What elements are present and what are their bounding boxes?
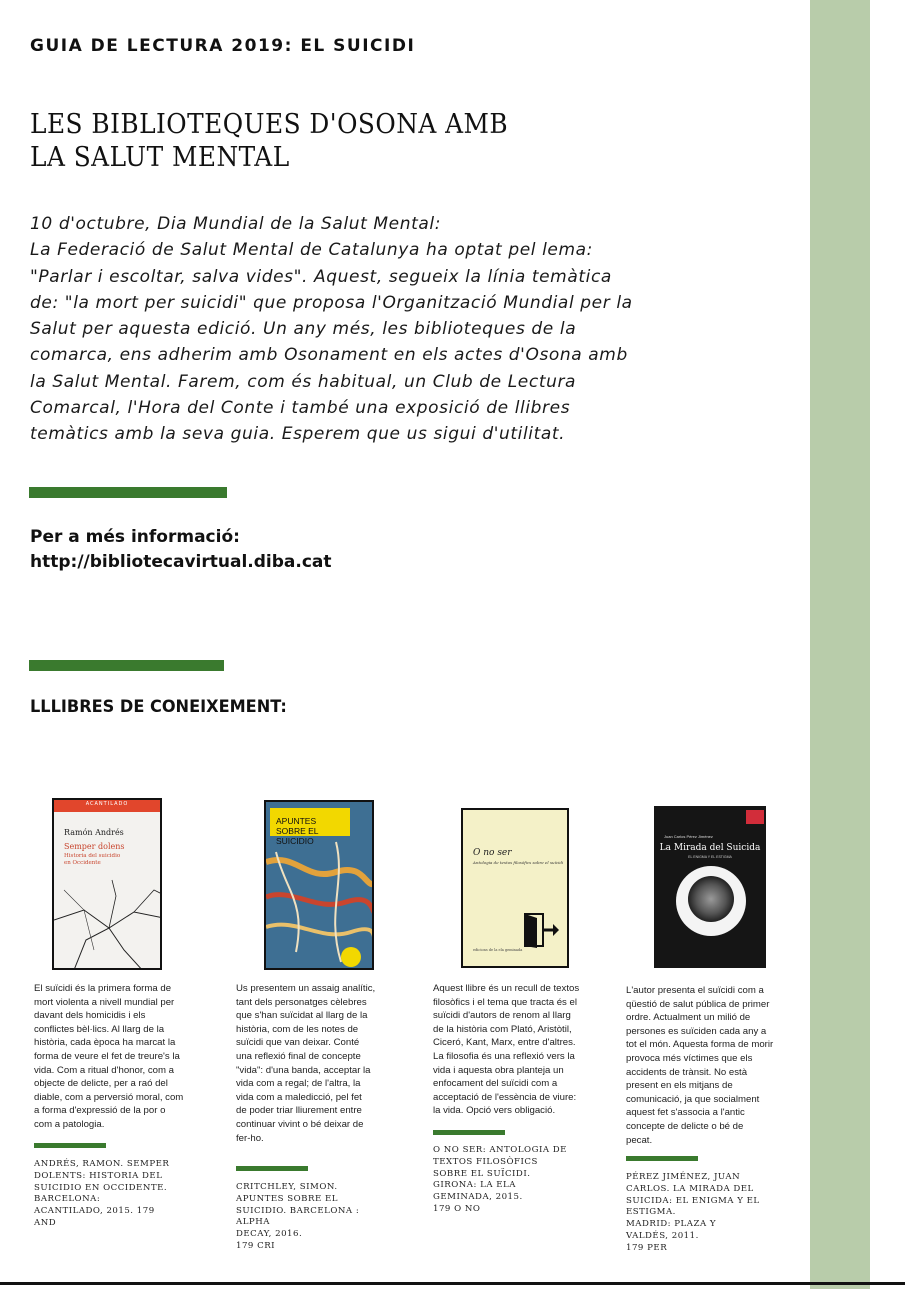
publisher-logo	[341, 947, 361, 967]
cover-title-banner	[270, 808, 350, 846]
book-description-line: "vida": d'una banda, acceptar la	[236, 1064, 371, 1076]
book-reference	[34, 1159, 169, 1230]
book-description-line: suïcidi d'autors de renom al llarg	[433, 1010, 571, 1022]
book-reference-line: ESTIGMA.	[626, 1207, 676, 1218]
book-reference-line: SUICIDA: EL ENIGMA Y EL	[626, 1195, 760, 1206]
book-reference-line: GEMINADA, 2015.	[433, 1192, 523, 1203]
book-reference-line: SUICIDIO EN OCCIDENTE.	[34, 1182, 168, 1193]
cover-title: Semper dolens	[64, 842, 125, 851]
intro-paragraph	[30, 211, 680, 448]
intro-line: de: "la mort per suicidi" que proposa l'Organització Mundial per la	[30, 292, 633, 313]
book-cover-apuntes-sobre-el-suicidio	[264, 800, 374, 970]
intro-line: Comarcal, l'Hora del Conte i també una exposició de llibres	[30, 398, 571, 419]
intro-line: La Federació de Salut Mental de Catalunya ha optat pel lema:	[30, 240, 593, 261]
book-description-line: L'autor presenta el suïcidi com a	[626, 985, 764, 996]
book-description-line: la vida. Opció vers obligació.	[433, 1105, 556, 1117]
section-divider	[29, 660, 224, 671]
side-decorative-strip	[810, 0, 870, 1289]
book-description-line: conflictes bèl·lics. Al llarg de la	[34, 1023, 165, 1035]
cover-title: O no ser	[473, 848, 512, 858]
book-description-line: diable, com a perversió moral, com	[34, 1091, 184, 1103]
book-reference-line: APUNTES SOBRE EL	[236, 1193, 338, 1204]
cover-author: Juan Carlos Pérez Jiménez	[664, 834, 713, 839]
book-description-line: història, cada època ha marcat la	[34, 1037, 176, 1049]
cover-title: La Mirada del Suicida	[659, 843, 761, 853]
header-title: GUIA DE LECTURA 2019: EL SUICIDI	[30, 36, 416, 56]
book-reference-line: 179 CRI	[236, 1240, 276, 1251]
book-reference-line: ANDRÉS, RAMON. SEMPER	[34, 1159, 170, 1169]
info-link[interactable]: http://bibliotecavirtual.diba.cat	[30, 552, 332, 572]
book-description-line: vida i aquesta obra planteja un	[433, 1064, 564, 1076]
publisher-band-text: ACANTILADO	[85, 801, 129, 807]
book-description-line: Us presentem un assaig analític,	[236, 983, 376, 994]
book-description	[626, 984, 806, 1147]
book-description-line: comunicació, ja que socialment	[626, 1093, 760, 1105]
cover-subtitle: Antologia de textos filosòfics sobre el suïcidi	[473, 860, 564, 865]
book-reference-line: GIRONA: LA ELA	[433, 1180, 516, 1191]
book-description-line: davant dels homicidis i els	[34, 1010, 146, 1022]
book-reference-line: SOBRE EL SUÏCIDI.	[433, 1168, 531, 1179]
book-reference-line: SUICIDIO. BARCELONA :	[236, 1205, 360, 1216]
cover-subtitle-line: en Occidente	[64, 860, 101, 866]
book-reference-line: CARLOS. LA MIRADA DEL	[626, 1183, 754, 1194]
book-reference-line: ALPHA	[236, 1217, 270, 1228]
book-cover-o-no-ser	[461, 808, 569, 968]
book-description-line: Aquest llibre és un recull de textos	[433, 983, 580, 994]
cover-title-line: SOBRE EL SUICIDIO	[276, 826, 319, 846]
book-description-line: forma de veure el fet de treure's la	[34, 1050, 180, 1062]
book-description-line: provoca més víctimes que els	[626, 1052, 753, 1064]
intro-line: Salut per aquesta edició. Un any més, les biblioteques de la	[30, 319, 577, 340]
intro-line: la Salut Mental. Farem, com és habitual, un Club de Lectura	[30, 371, 577, 392]
book-description	[34, 982, 214, 1132]
reference-divider	[236, 1166, 308, 1171]
cover-title	[276, 816, 350, 846]
book-reference-line: VALDÉS, 2011.	[626, 1230, 699, 1241]
reference-divider	[433, 1130, 505, 1135]
intro-line: comarca, ens adherim amb Osonament en els actes d'Osona amb	[30, 345, 628, 366]
publisher-logo	[746, 810, 764, 824]
book-reference-line: 179 PER	[626, 1242, 668, 1253]
cover-publisher: edicions de la ela geminada	[473, 948, 523, 952]
book-description-line: filosòfics i el tema que tracta és el	[433, 996, 577, 1008]
section-divider	[29, 487, 227, 498]
book-reference	[626, 1172, 760, 1255]
book-cover-semper-dolens	[52, 798, 162, 970]
book-description-line: persones es suïciden cada any a	[626, 1025, 767, 1037]
book-reference-line: TEXTOS FILOSÒFICS	[433, 1156, 538, 1167]
book-reference-line: CRITCHLEY, SIMON.	[236, 1182, 338, 1192]
book-description	[236, 982, 416, 1145]
book-description-line: enfocament del suïcidi com a	[433, 1078, 558, 1090]
book-reference-line: ACANTILADO, 2015. 179	[34, 1206, 155, 1217]
reference-divider	[626, 1156, 698, 1161]
exit-door-icon	[521, 910, 561, 950]
book-reference-line: MADRID: PLAZA Y	[626, 1219, 717, 1230]
cover-title-line: APUNTES	[276, 816, 317, 826]
cover-subtitle-line: Historia del suicidio	[64, 853, 121, 859]
page-title-line: LES BIBLIOTEQUES D'OSONA AMB	[30, 109, 509, 140]
book-description	[433, 982, 613, 1118]
cover-subtitle: EL ENIGMA Y EL ESTIGMA	[688, 855, 732, 859]
book-description-line: Ciceró, Kant, Marx, entre d'altres.	[433, 1037, 576, 1049]
book-description-line: una reflexió final de concepte	[236, 1050, 361, 1062]
bottom-rule	[0, 1282, 905, 1285]
book-description-line: tot el món. Aquesta forma de morir	[626, 1039, 774, 1051]
reference-divider	[34, 1143, 106, 1148]
page-title-line: LA SALUT MENTAL	[30, 142, 290, 173]
book-reference-line: PÉREZ JIMÉNEZ, JUAN	[626, 1172, 741, 1182]
cracked-glass-illustration	[54, 800, 162, 970]
book-description-line: vida com a maledicció, pel fet	[236, 1091, 362, 1103]
book-description-line: accidents de trànsit. No està	[626, 1066, 748, 1078]
book-description-line: vida. Com a ritual d'honor, com a	[34, 1064, 174, 1076]
book-description-line: qüestió de salut pública de primer	[626, 998, 770, 1010]
book-description-line: suïcidi que van deixar. Conté	[236, 1037, 360, 1049]
book-description-line: història, com de les notes de	[236, 1023, 359, 1035]
book-description-line: fer-ho.	[236, 1132, 264, 1144]
intro-line: 10 d'octubre, Dia Mundial de la Salut Mental:	[30, 214, 442, 234]
book-description-line: tant dels personatges cèlebres	[236, 996, 367, 1008]
book-description-line: de la història com Plató, Aristòtil,	[433, 1023, 572, 1035]
page-title	[30, 108, 508, 174]
book-reference-line: 179 O NO	[433, 1203, 481, 1214]
info-label: Per a més informació:	[30, 527, 240, 547]
book-reference-line: AND	[34, 1217, 57, 1228]
section-heading: LLLIBRES DE CONEIXEMENT:	[30, 697, 287, 717]
book-description-line: a forma d'expressió de la por o	[34, 1105, 166, 1117]
cover-author: Ramón Andrés	[64, 828, 124, 837]
book-description-line: de poder triar lliurement entre	[236, 1105, 362, 1117]
book-reference-line: BARCELONA:	[34, 1194, 101, 1205]
intro-line: temàtics amb la seva guia. Esperem que us sigui d'utilitat.	[30, 424, 566, 445]
book-description-line: acceptació de l'essència de viure:	[433, 1091, 577, 1103]
book-description-line: La filosofia és una reflexió vers la	[433, 1050, 575, 1062]
book-reference	[236, 1182, 359, 1253]
eye-illustration	[688, 876, 734, 922]
book-description-line: ordre. Actualment un milió de	[626, 1012, 751, 1024]
book-reference	[433, 1145, 567, 1216]
intro-line: "Parlar i escoltar, salva vides". Aquest, segueix la línia temàtica	[30, 266, 612, 287]
book-reference-line: O NO SER: ANTOLOGIA DE	[433, 1145, 567, 1155]
book-description-line: que s'han suïcidat al llarg de la	[236, 1010, 368, 1022]
book-description-line: mort violenta a nivell mundial per	[34, 996, 175, 1008]
book-description-line: continuar vivint o bé deixar de	[236, 1118, 364, 1130]
book-description-line: com a patologia.	[34, 1118, 105, 1130]
book-description-line: pecat.	[626, 1134, 653, 1146]
book-reference-line: DOLENTS: HISTORIA DEL	[34, 1170, 163, 1181]
book-cover-la-mirada-del-suicida	[654, 806, 766, 968]
book-description-line: present en els mitjans de	[626, 1080, 733, 1092]
book-description-line: El suïcidi és la primera forma de	[34, 983, 172, 994]
book-description-line: objecte de delicte, per a raó del	[34, 1078, 168, 1090]
book-description-line: concepte de delicte o bé de	[626, 1120, 744, 1132]
book-description-line: aquest fet s'associa a l'antic	[626, 1107, 745, 1119]
book-description-line: vida com a regal; de l'altra, la	[236, 1078, 361, 1090]
book-reference-line: DECAY, 2016.	[236, 1229, 303, 1240]
